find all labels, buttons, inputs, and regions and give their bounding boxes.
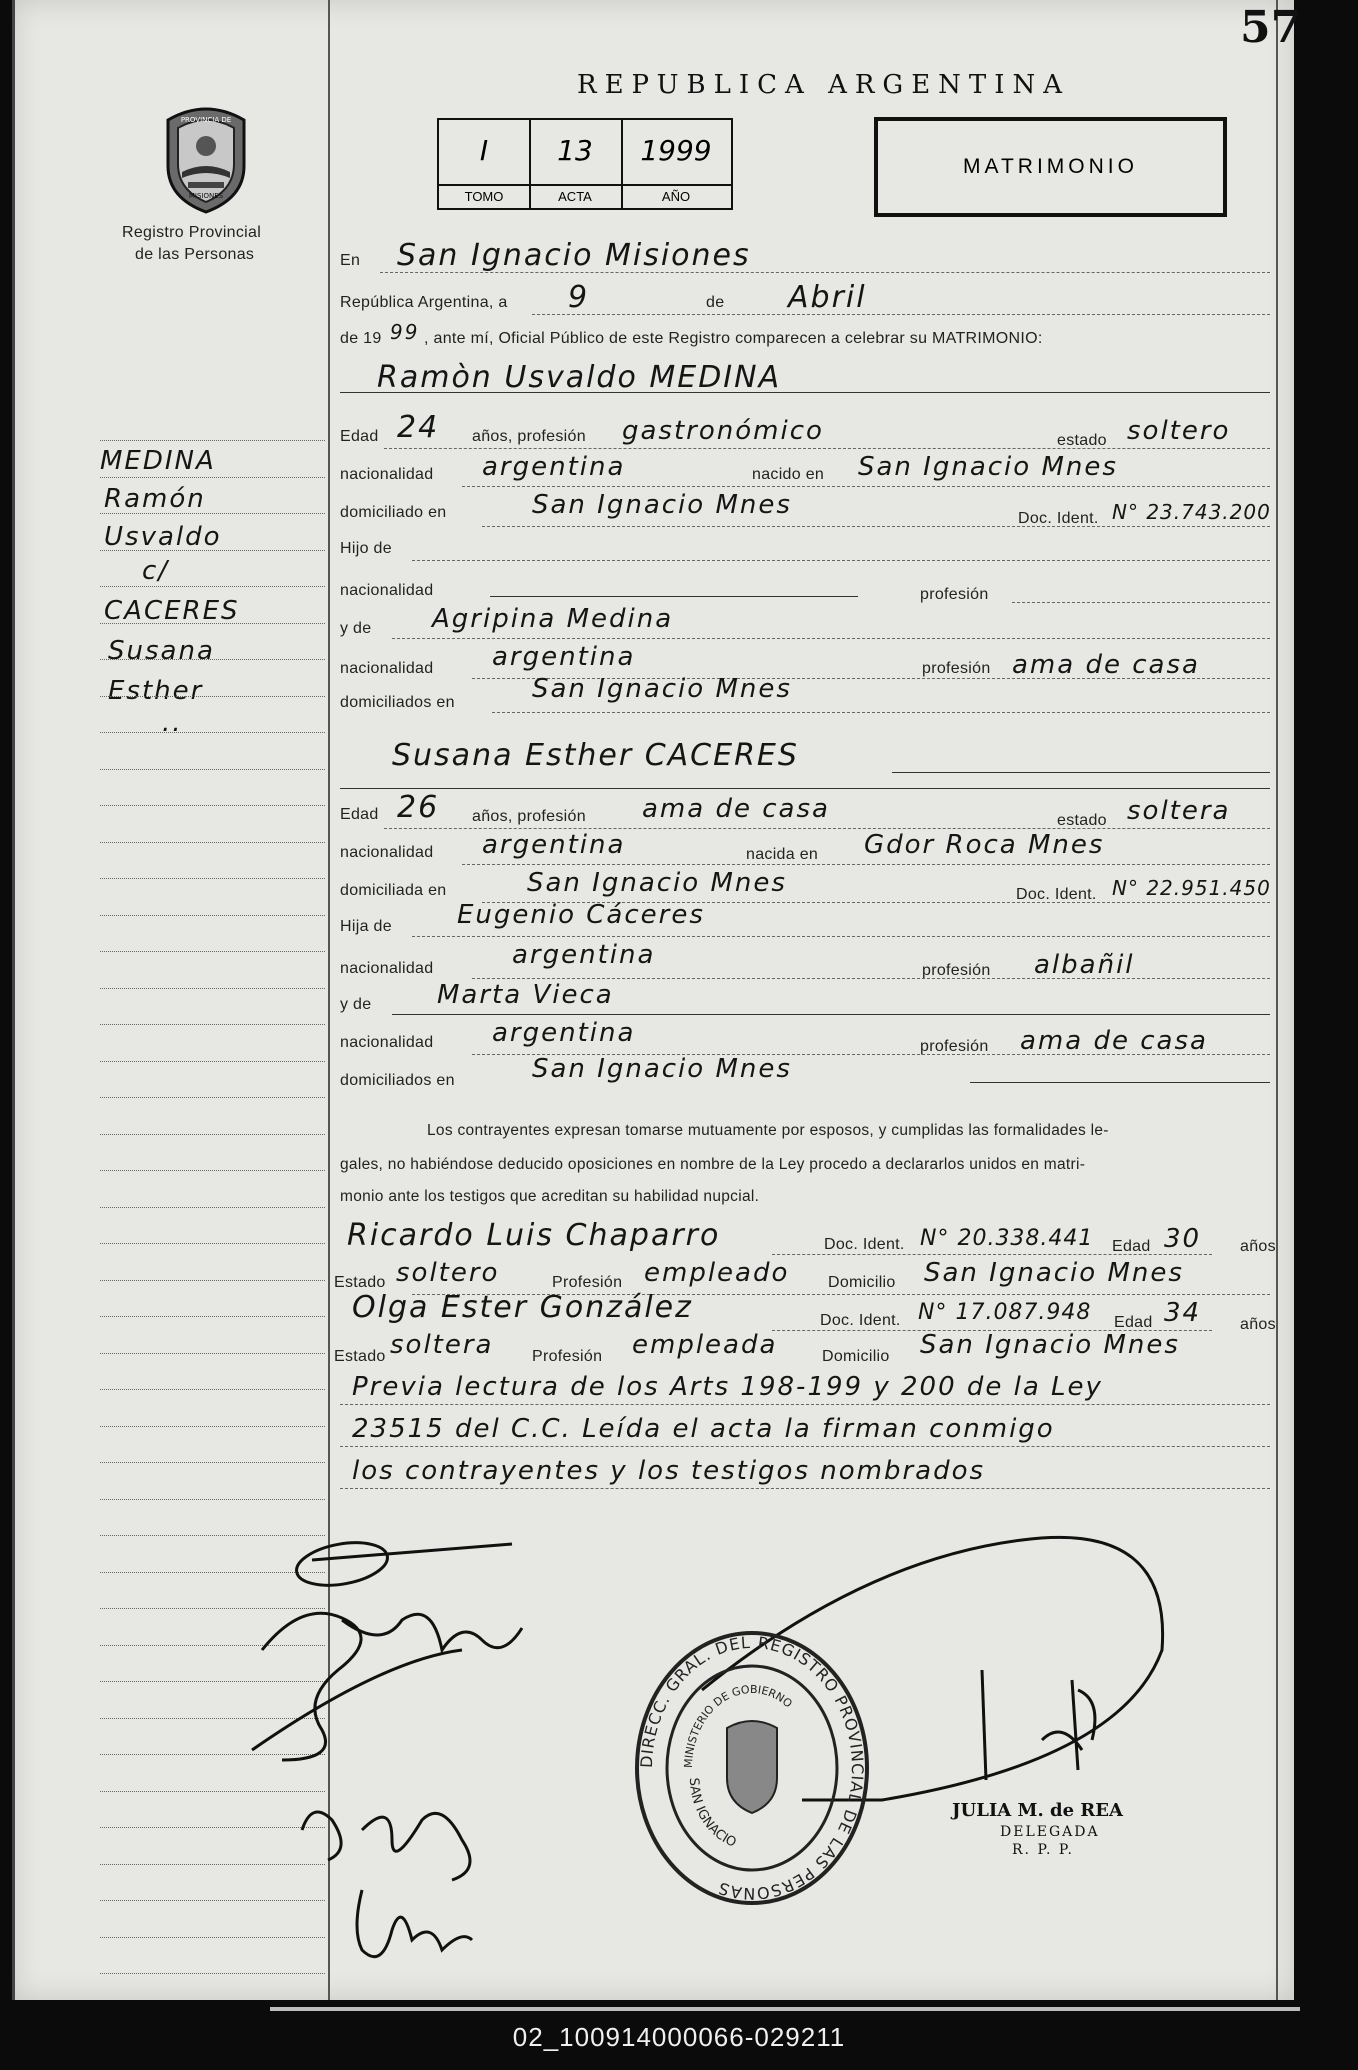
year-suffix: 99 [390, 320, 420, 344]
republica-label: República Argentina, a [340, 294, 508, 311]
s1-profesion: gastronómico [622, 416, 824, 446]
margin-name-4: c/ [142, 556, 170, 586]
s2-padres-dom-label: domiciliados en [340, 1072, 455, 1089]
rule [892, 772, 1270, 773]
margin-rule [100, 1462, 325, 1463]
official-title: DELEGADA [1000, 1824, 1100, 1840]
w1-edad: 30 [1164, 1224, 1202, 1254]
rule [1012, 602, 1270, 603]
w2-estado-label: Estado [334, 1348, 386, 1365]
margin-rule [100, 1061, 325, 1062]
declaration-line-3: monio ante los testigos que acreditan su habilidad nupcial. [340, 1188, 760, 1205]
rule [412, 560, 1270, 561]
closing-line-3: los contrayentes y los testigos nombrados [352, 1456, 986, 1486]
w1-anos-label: años [1240, 1238, 1276, 1255]
s1-padre-nac-label: nacionalidad [340, 582, 434, 599]
s2-edad-label: Edad [340, 806, 379, 823]
s1-madre-prof: ama de casa [1012, 650, 1200, 680]
s1-padre-prof-label: profesión [920, 586, 989, 603]
margin-rule [100, 915, 325, 916]
w2-doc: N° 17.087.948 [918, 1300, 1092, 1325]
s2-doc-label: Doc. Ident. [1016, 886, 1097, 903]
s1-nacionalidad-label: nacionalidad [340, 466, 434, 483]
stamp-ring-text: DIRECC. GRAL. DEL REGISTRO PROVINCIAL DE LAS PERSONAS [636, 1632, 868, 1904]
margin-rule [100, 1280, 325, 1281]
closing-line-1: Previa lectura de los Arts 198-199 y 200 de la Ley [352, 1372, 1103, 1402]
margin-rule [100, 440, 325, 441]
signature-3-icon [302, 1812, 470, 1880]
s2-estado: soltera [1127, 796, 1231, 826]
w2-estado: soltera [390, 1330, 494, 1360]
witness1-name: Ricardo Luis Chaparro [347, 1218, 721, 1253]
w1-estado-label: Estado [334, 1274, 386, 1291]
declaration-line-2: gales, no habiéndose deducido oposiciones en nombre de la Ley procedo a declararlos unidos en matri- [340, 1156, 1086, 1173]
rule [340, 1488, 1270, 1489]
margin-name-6: Susana [108, 636, 215, 666]
ano-cell [621, 120, 731, 208]
act-type-box: MATRIMONIO [874, 117, 1227, 217]
document-title: REPUBLICA ARGENTINA [577, 70, 1071, 100]
s2-nacida-label: nacida en [746, 846, 819, 863]
s2-domicilio: San Ignacio Mnes [527, 868, 787, 898]
s2-nacionalidad: argentina [482, 830, 626, 860]
w1-doc: N° 20.338.441 [920, 1226, 1094, 1251]
s2-doc: N° 22.951.450 [1112, 876, 1271, 900]
s2-profesion: ama de casa [642, 794, 830, 824]
s2-madre-prof: ama de casa [1020, 1026, 1208, 1056]
w2-profesion-label: Profesión [532, 1348, 603, 1365]
official-office: R. P. P. [1012, 1842, 1074, 1858]
margin-rule [100, 513, 325, 514]
rule [392, 1014, 1270, 1015]
s2-padre-nac: argentina [512, 940, 656, 970]
certificate-page [12, 0, 1302, 2000]
s1-padres-dom-label: domiciliados en [340, 694, 455, 711]
s1-madre: Agripina Medina [432, 604, 674, 634]
rule [462, 864, 1270, 865]
rule [392, 638, 1270, 639]
s1-doc: N° 23.743.200 [1112, 500, 1271, 524]
s1-estado: soltero [1127, 416, 1231, 446]
margin-rule [100, 477, 325, 478]
s1-madre-nac: argentina [492, 642, 636, 672]
s2-yde-label: y de [340, 996, 372, 1013]
s2-madre-nac: argentina [492, 1018, 636, 1048]
s2-madre-nac-label: nacionalidad [340, 1034, 434, 1051]
margin-rule [100, 988, 325, 989]
s1-edad-label: Edad [340, 428, 379, 445]
margin-rule [100, 1243, 325, 1244]
margin-name-2: Ramón [104, 484, 206, 514]
w1-estado: soltero [396, 1258, 500, 1288]
w1-domicilio-label: Domicilio [828, 1274, 896, 1291]
right-margin-line [1276, 0, 1278, 2000]
rule [380, 272, 1270, 273]
rule [384, 448, 1270, 449]
margin-rule [100, 1207, 325, 1208]
margin-rule [100, 951, 325, 952]
spouse1-name: Ramòn Usvaldo MEDINA [377, 360, 782, 395]
s1-edad: 24 [397, 410, 440, 445]
margin-rule [100, 586, 325, 587]
s2-padre: Eugenio Cáceres [457, 900, 705, 930]
s1-padres-dom: San Ignacio Mnes [532, 674, 792, 704]
official-stamp-icon [632, 1628, 872, 1908]
registry-label-2: de las Personas [135, 246, 255, 263]
s1-madre-nac-label: nacionalidad [340, 660, 434, 677]
rule [472, 978, 1270, 979]
tomo-cell [439, 120, 531, 208]
margin-rule [100, 550, 325, 551]
w1-domicilio: San Ignacio Mnes [924, 1258, 1184, 1288]
year-prefix: de 19 [340, 330, 382, 347]
declaration-line-1: Los contrayentes expresan tomarse mutuamente por esposos, y cumplidas las formalidades le- [427, 1122, 1109, 1139]
s2-edad: 26 [397, 790, 440, 825]
w2-edad-label: Edad [1114, 1314, 1153, 1331]
s1-nacionalidad: argentina [482, 452, 626, 482]
s2-domicilio-label: domiciliada en [340, 882, 447, 899]
signature-2-icon [252, 1613, 522, 1760]
w1-profesion-label: Profesión [552, 1274, 623, 1291]
s2-madre-prof-label: profesión [920, 1038, 989, 1055]
s2-padres-dom: San Ignacio Mnes [532, 1054, 792, 1084]
act-number-box [437, 118, 733, 210]
w1-profesion: empleado [644, 1258, 790, 1288]
en-label: En [340, 252, 361, 269]
ano-label: AÑO [621, 184, 731, 208]
w2-anos-label: años [1240, 1316, 1276, 1333]
s1-domicilio-label: domiciliado en [340, 504, 447, 521]
intro-day: 9 [568, 280, 590, 315]
rule [340, 1404, 1270, 1405]
margin-rule [100, 1316, 325, 1317]
signature-4-icon [357, 1890, 472, 1957]
margin-rule [100, 805, 325, 806]
stamp-inner-top: MINISTERIO DE GOBIERNO [681, 1682, 795, 1769]
w2-doc-label: Doc. Ident. [820, 1312, 901, 1329]
rule [772, 1254, 1212, 1255]
rule [490, 596, 858, 597]
s1-estado-label: estado [1057, 432, 1107, 449]
intro-statement: , ante mí, Oficial Público de este Registro comparecen a celebrar su MATRIMONIO: [424, 330, 1043, 347]
tomo-label: TOMO [439, 184, 529, 208]
de-label: de [706, 294, 725, 311]
margin-rule [100, 1389, 325, 1390]
witness2-name: Olga Ester González [352, 1290, 693, 1325]
s2-estado-label: estado [1057, 812, 1107, 829]
acta-value: 13 [557, 134, 593, 167]
ano-value: 1999 [640, 134, 712, 167]
intro-month: Abril [788, 280, 867, 315]
s2-padre-prof: albañil [1034, 950, 1135, 980]
margin-rule [100, 1134, 325, 1135]
closing-line-2: 23515 del C.C. Leída el acta la firman conmigo [352, 1414, 1055, 1444]
w2-domicilio-label: Domicilio [822, 1348, 890, 1365]
w2-edad: 34 [1164, 1298, 1202, 1328]
s2-padre-nac-label: nacionalidad [340, 960, 434, 977]
s2-nacida: Gdor Roca Mnes [864, 830, 1105, 860]
rule [492, 712, 1270, 713]
official-name: JULIA M. de REA [952, 1800, 1123, 1821]
margin-name-7: Esther [108, 676, 204, 706]
rule [970, 1082, 1270, 1083]
margin-rule [100, 1426, 325, 1427]
w2-domicilio: San Ignacio Mnes [920, 1330, 1180, 1360]
margin-name-1: MEDINA [100, 446, 216, 476]
seal-bottom-text: MISIONES [188, 192, 224, 200]
margin-name-3: Usvaldo [104, 522, 222, 552]
s2-anos-profesion-label: años, profesión [472, 808, 586, 825]
margin-rule [100, 842, 325, 843]
s2-hija-label: Hija de [340, 918, 392, 935]
stamp-inner-bottom: SAN IGNACIO [685, 1777, 739, 1851]
w1-doc-label: Doc. Ident. [824, 1236, 905, 1253]
s1-domicilio: San Ignacio Mnes [532, 490, 792, 520]
rule [340, 788, 1270, 789]
rule [482, 526, 1270, 527]
rule [412, 936, 1270, 937]
margin-rule [100, 623, 325, 624]
rule [340, 392, 1270, 393]
acta-label: ACTA [529, 184, 621, 208]
s2-madre: Marta Vieca [437, 980, 614, 1010]
margin-rule [100, 659, 325, 660]
rule [462, 486, 1270, 487]
page-number: 57 [1240, 2, 1302, 53]
rule [532, 314, 1270, 315]
w1-edad-label: Edad [1112, 1238, 1151, 1255]
footer-image-id: 02_100914000066-029211 [512, 2022, 846, 2052]
registry-label-1: Registro Provincial [122, 224, 262, 241]
s1-yde-label: y de [340, 620, 372, 637]
signature-1-icon [293, 1536, 512, 1591]
provincial-seal-icon [158, 102, 254, 214]
margin-name-8: .. [162, 708, 183, 738]
rule [340, 1446, 1270, 1447]
rule [384, 828, 1270, 829]
seal-top-text: PROVINCIA DE [180, 116, 232, 124]
margin-rule [100, 1170, 325, 1171]
s2-nacionalidad-label: nacionalidad [340, 844, 434, 861]
tomo-value: I [479, 134, 489, 167]
margin-rule [100, 878, 325, 879]
margin-rule [100, 696, 325, 697]
s1-nacido: San Ignacio Mnes [858, 452, 1118, 482]
left-binding-line [12, 0, 15, 2000]
bottom-divider [270, 2007, 1300, 2011]
margin-rule [100, 732, 325, 733]
s1-hijo-label: Hijo de [340, 540, 392, 557]
s1-anos-profesion-label: años, profesión [472, 428, 586, 445]
intro-place: San Ignacio Misiones [397, 238, 751, 273]
margin-rule [100, 1024, 325, 1025]
margin-rule [100, 1353, 325, 1354]
margin-rule [100, 1097, 325, 1098]
margin-rule [100, 769, 325, 770]
s2-padre-prof-label: profesión [922, 962, 991, 979]
s1-nacido-label: nacido en [752, 466, 825, 483]
w2-profesion: empleada [632, 1330, 778, 1360]
s1-doc-label: Doc. Ident. [1018, 510, 1099, 527]
acta-cell [529, 120, 623, 208]
spouse2-name: Susana Esther CACERES [392, 738, 799, 773]
margin-name-5: CACERES [104, 596, 240, 626]
s1-madre-prof-label: profesión [922, 660, 991, 677]
